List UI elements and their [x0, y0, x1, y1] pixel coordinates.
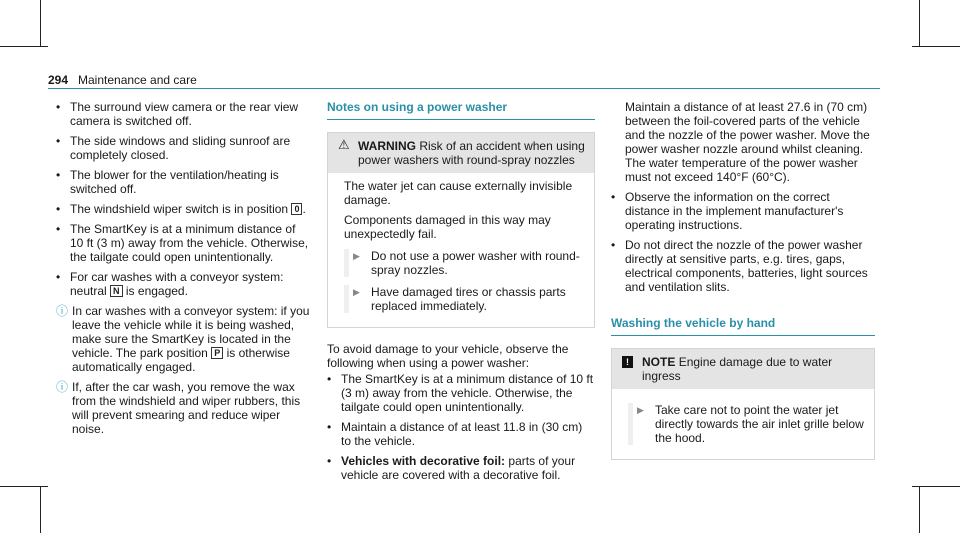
column-left: [56, 100, 312, 436]
info-icon: ⓘ: [56, 304, 69, 318]
list-item: • The surround view camera or the rear view camera is switched off.: [56, 100, 312, 128]
info-icon: ⓘ: [56, 380, 69, 394]
list-item: • The windshield wiper switch is in position 0 .: [56, 202, 312, 216]
note-body: [612, 389, 874, 459]
section-heading: Washing the vehicle by hand: [611, 316, 776, 330]
list-item: • The side windows and sliding sunroof are completely closed.: [56, 134, 312, 162]
park-position-symbol: P: [211, 347, 223, 359]
warning-text: Components damaged in this way may unexpectedly fail.: [344, 213, 551, 241]
note-header: [612, 349, 874, 389]
crop-mark: [912, 46, 960, 47]
warning-box: [327, 132, 595, 328]
list-item: • Vehicles with decorative foil: parts of your vehicle are covered with a decorative foil.: [327, 454, 595, 482]
crop-mark: [0, 46, 48, 47]
list-item: • Do not direct the nozzle of the power washer directly at sensitive parts, e.g. tires, gaps, electrical components, batteries, light sources and ventilation slits.: [611, 238, 875, 294]
intro-paragraph: To avoid damage to your vehicle, observe the following when using a power washer:: [327, 342, 569, 370]
note-title: Engine damage due to water ingress: [642, 355, 833, 383]
info-note: ⓘ In car washes with a conveyor system: if you leave the vehicle while it is being washed, make sure the SmartKey is located in the vehicle. The park position P is otherwise automatically engaged.: [56, 304, 310, 374]
section-rule: [611, 335, 875, 336]
warning-body: [328, 173, 594, 327]
crop-mark: [0, 486, 48, 487]
list-item: • The SmartKey is at a minimum distance of 10 ft (3 m) away from the vehicle. Otherwise, the tailgate could open unintentionally.: [327, 372, 595, 414]
exclamation-icon: !: [622, 356, 633, 368]
action-step: ▶ Do not use a power washer with round-spray nozzles.: [344, 249, 584, 277]
prerequisite-list: [56, 100, 312, 298]
crop-mark: [40, 486, 41, 533]
list-item: • The blower for the ventilation/heating is switched off.: [56, 168, 312, 196]
page-number: 294: [48, 73, 69, 87]
warning-text: The water jet can cause externally invisible damage.: [344, 179, 573, 207]
section-rule: [327, 119, 595, 120]
list-item: • Observe the information on the correct distance in the implement manufacturer's operating instructions.: [611, 190, 875, 232]
wiper-position-symbol: 0: [291, 203, 302, 215]
info-note: ⓘ If, after the car wash, you remove the wax from the windshield and wiper rubbers, this will prevent smearing and reduce wiper noise.: [56, 380, 301, 436]
page-title: Maintenance and care: [78, 73, 197, 87]
step-arrow-icon: ▶: [637, 405, 644, 415]
note-label: NOTE: [642, 355, 676, 369]
header-rule: [48, 88, 880, 89]
crop-mark: [919, 0, 920, 47]
warning-header: [328, 133, 594, 173]
crop-mark: [40, 0, 41, 47]
step-arrow-icon: ▶: [353, 287, 360, 297]
section-heading: Notes on using a power washer: [327, 100, 508, 114]
power-washer-list-cont: [611, 190, 875, 294]
step-arrow-icon: ▶: [353, 251, 360, 261]
warning-title: Risk of an accident when using power washers with round-spray nozzles: [358, 139, 585, 167]
list-item: • The SmartKey is at a minimum distance of 10 ft (3 m) away from the vehicle. Otherwise, the tailgate could open unintentionally.: [56, 222, 312, 264]
crop-mark: [919, 486, 920, 533]
list-item: • Maintain a distance of at least 11.8 in (30 cm) to the vehicle.: [327, 420, 595, 448]
foil-label: Vehicles with decorative foil:: [341, 454, 506, 468]
action-step: ▶ Have damaged tires or chassis parts replaced immediately.: [344, 285, 584, 313]
column-middle: [327, 100, 595, 488]
continued-paragraph: Maintain a distance of at least 27.6 in (70 cm) between the foil-covered parts of the vehicle and the nozzle of the power washer. Move the power washer nozzle around whilst cleaning. The water temperature of the power washer must not exceed 140°F (60°C).: [625, 100, 870, 184]
column-right: [611, 100, 875, 460]
warning-label: WARNING: [358, 139, 416, 153]
crop-mark: [912, 486, 960, 487]
neutral-gear-symbol: N: [110, 285, 123, 297]
power-washer-list: [327, 372, 595, 482]
list-item: • For car washes with a conveyor system: neutral N is engaged.: [56, 270, 312, 298]
action-step: ▶ Take care not to point the water jet directly towards the air inlet grille below the hood.: [628, 403, 864, 445]
page-header: [48, 67, 880, 89]
warning-triangle-icon: ⚠: [338, 137, 350, 152]
note-box: [611, 348, 875, 460]
